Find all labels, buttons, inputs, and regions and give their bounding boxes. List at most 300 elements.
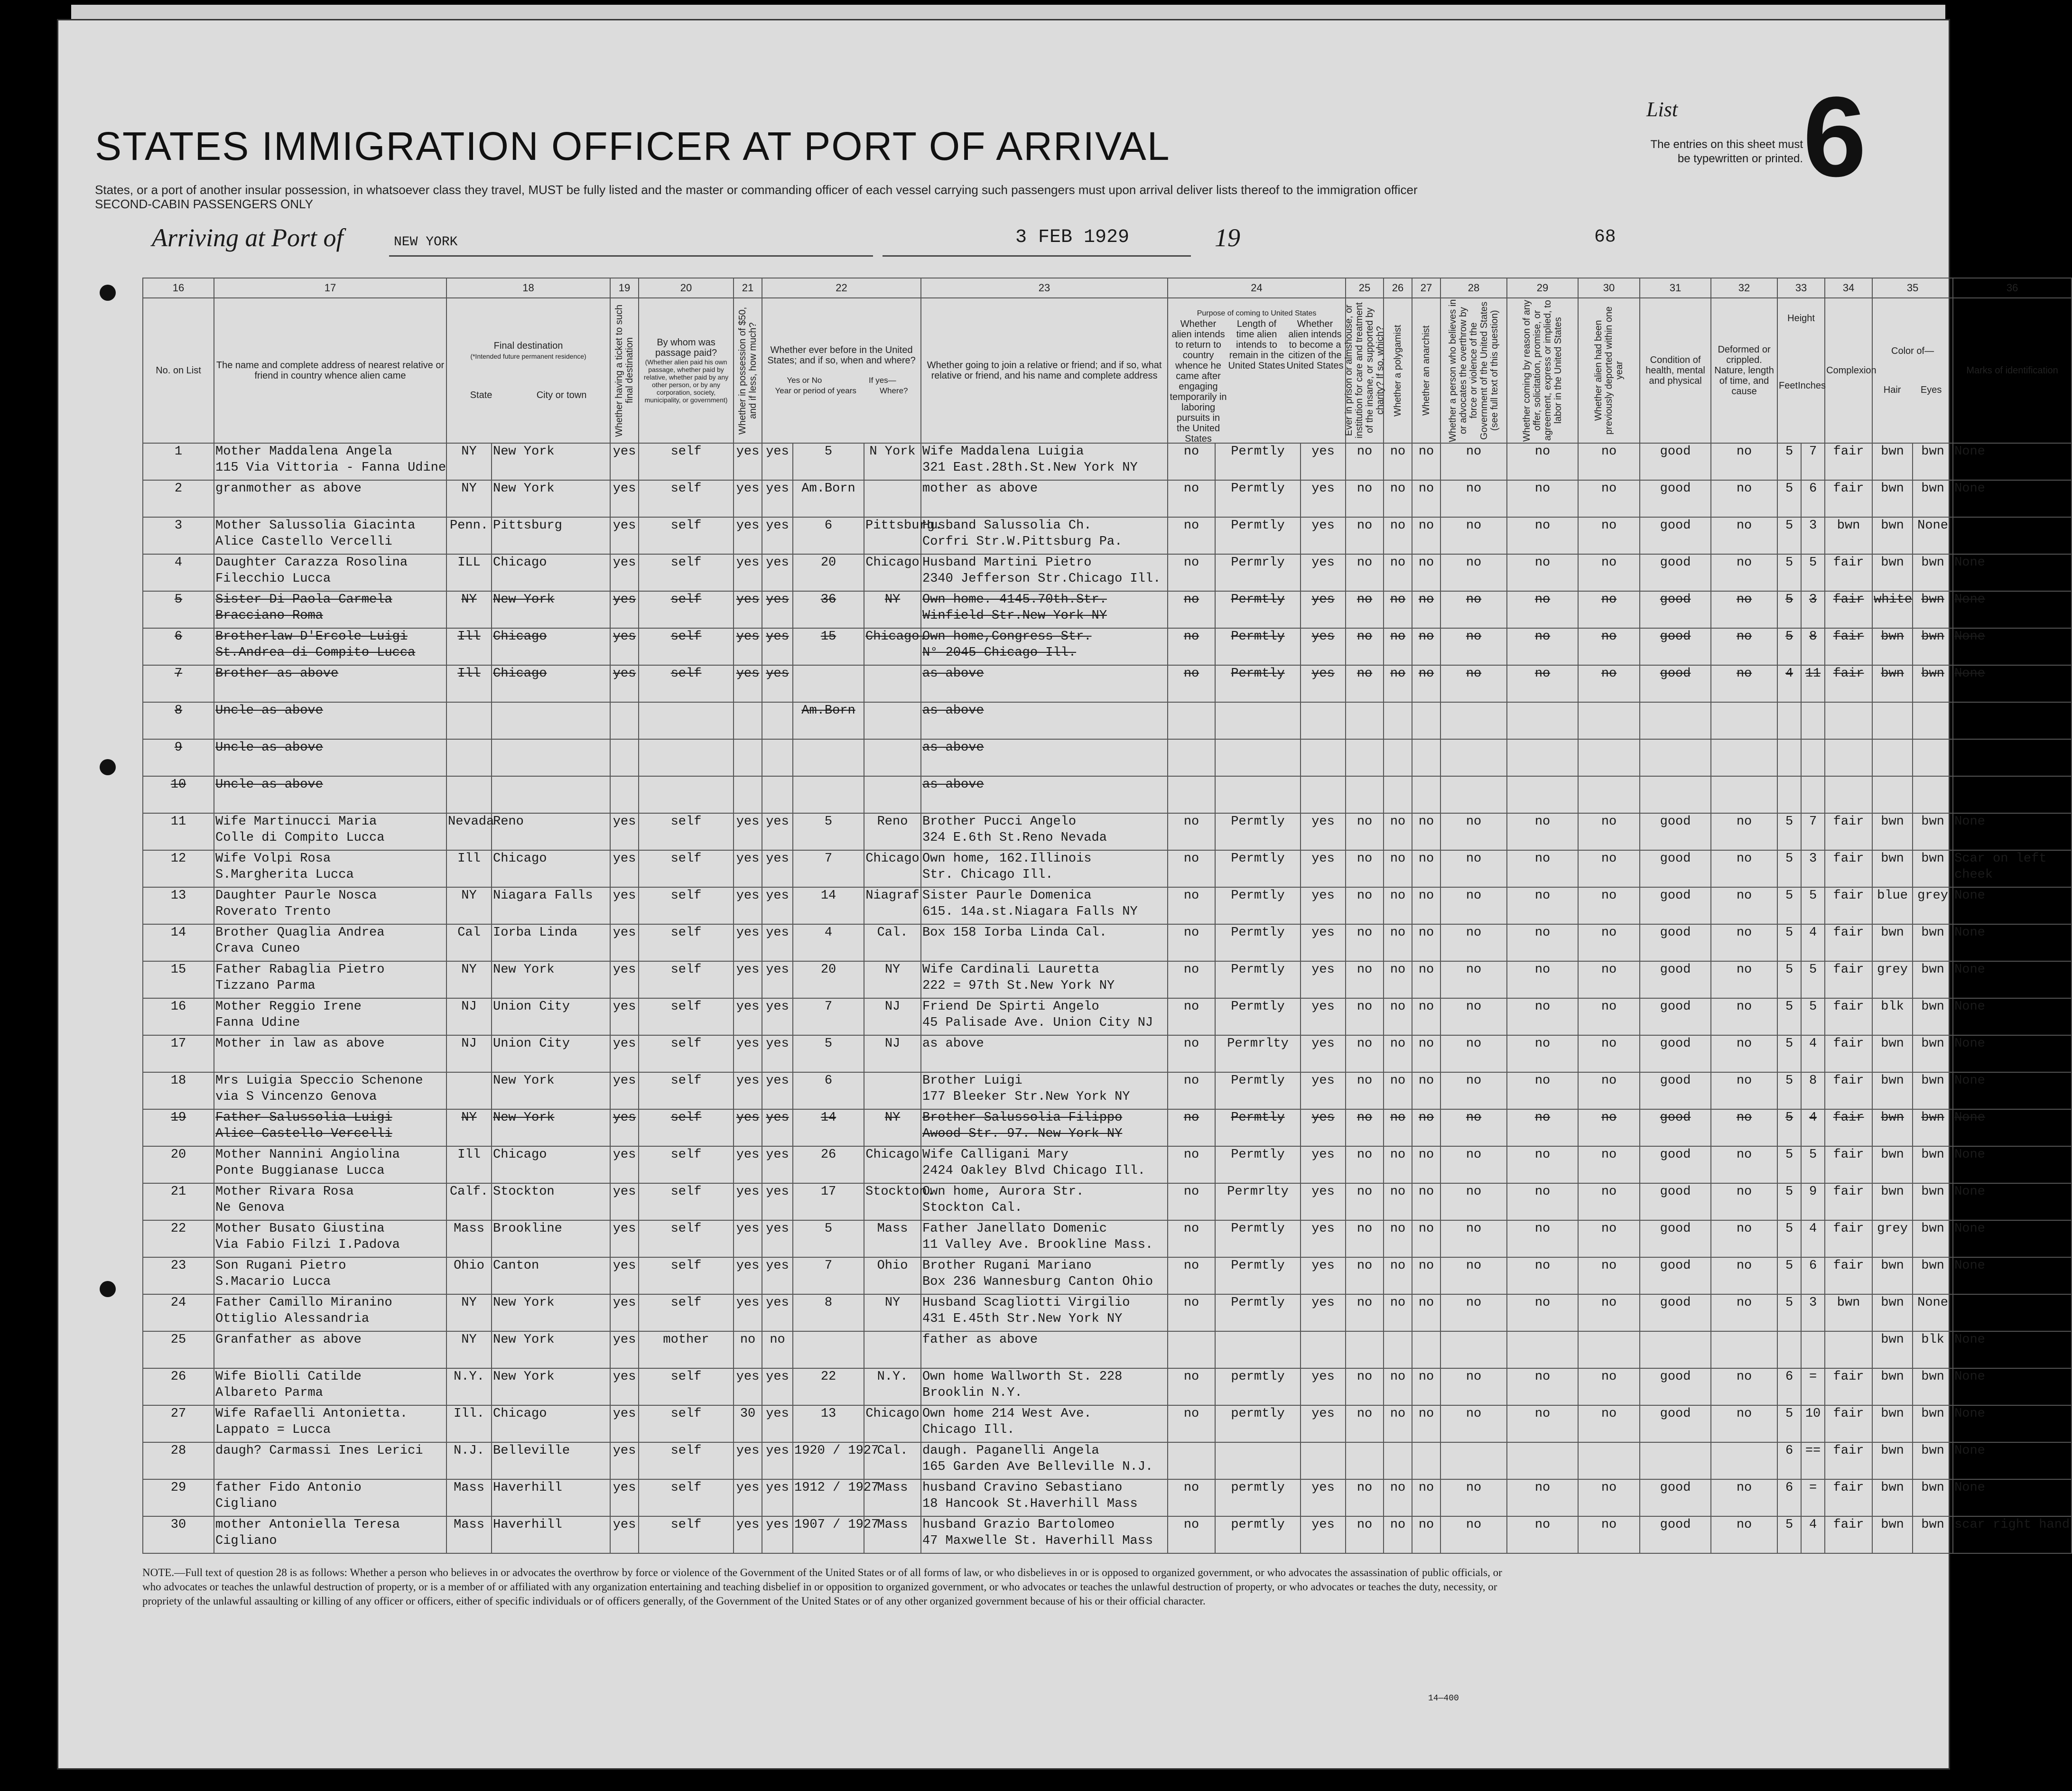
table-row	[143, 887, 2072, 924]
header-passage-title: By whom was passage paid?	[655, 337, 717, 358]
cell-inches: 3	[1801, 517, 1825, 554]
cell-p2: Permtly	[1215, 998, 1301, 1035]
cell-money: yes	[734, 665, 762, 702]
cell-money	[734, 776, 762, 813]
cell-years: 13	[793, 1405, 864, 1442]
cell-c28: no	[1440, 1109, 1507, 1146]
cell-ticket: yes	[610, 1368, 639, 1405]
cell-inches: ==	[1801, 1442, 1825, 1479]
cell-relative	[214, 1109, 446, 1146]
cell-before: yes	[762, 1183, 793, 1220]
cell-money: yes	[734, 887, 762, 924]
cell-c30: no	[1578, 591, 1640, 628]
cell-money: yes	[734, 1479, 762, 1516]
cell-p3: yes	[1301, 628, 1346, 665]
cell-no: 1	[143, 443, 214, 480]
header-marks: Marks of identification	[1953, 298, 2072, 443]
cell-c25	[1346, 702, 1384, 739]
cell-relative	[214, 480, 446, 517]
cell-c27: no	[1412, 961, 1440, 998]
cell-c29: no	[1507, 1479, 1578, 1516]
cell-before: yes	[762, 443, 793, 480]
cell-line: Alice Castello Vercelli	[215, 1127, 392, 1141]
cell-line: N° 2045 Chicago Ill.	[922, 646, 1077, 660]
header-color-title: Color of—	[1891, 346, 1934, 356]
table-row	[143, 1405, 2072, 1442]
cell-c30: no	[1578, 517, 1640, 554]
cell-years: 26	[793, 1146, 864, 1183]
cell-health	[1640, 739, 1711, 776]
cell-where: N York	[864, 443, 921, 480]
cell-line: mother as above	[922, 482, 1038, 496]
cell-line: Brother as above	[215, 667, 339, 681]
cell-no: 12	[143, 850, 214, 887]
cell-before	[762, 702, 793, 739]
cell-ticket: yes	[610, 1072, 639, 1109]
cell-before: yes	[762, 1516, 793, 1553]
column-number: 32	[1711, 278, 1777, 298]
cell-joining	[921, 1294, 1168, 1331]
cell-p2: Permrly	[1215, 554, 1301, 591]
cell-p1: no	[1168, 1405, 1215, 1442]
cell-p3: yes	[1301, 443, 1346, 480]
cell-before	[762, 739, 793, 776]
cell-eyes: bwn	[1913, 1220, 1953, 1257]
cell-no: 5	[143, 591, 214, 628]
cell-c28: no	[1440, 813, 1507, 850]
cell-feet: 5	[1777, 480, 1801, 517]
cell-complexion: fair	[1825, 1516, 1872, 1553]
cell-joining	[921, 665, 1168, 702]
cell-feet: 5	[1777, 1257, 1801, 1294]
cell-money: yes	[734, 517, 762, 554]
cell-line: daugh? Carmassi Ines Lerici	[215, 1444, 423, 1458]
header-relative: The name and complete address of nearest relative or friend in country whence alien came	[214, 298, 446, 443]
cell-complexion: fair	[1825, 1368, 1872, 1405]
cell-marks	[1953, 702, 2072, 739]
cell-hair: bwn	[1872, 1479, 1913, 1516]
cell-line: Brother Quaglia Andrea	[215, 926, 385, 940]
page-number: 68	[1594, 227, 1616, 247]
cell-marks: scar right hand	[1953, 1516, 2072, 1553]
column-number: 23	[921, 278, 1168, 298]
cell-state: Penn.	[446, 517, 492, 554]
cell-p3: yes	[1301, 1516, 1346, 1553]
cell-eyes	[1913, 739, 1953, 776]
cell-c26: no	[1384, 1479, 1412, 1516]
cell-ticket	[610, 739, 639, 776]
cell-c25: no	[1346, 517, 1384, 554]
cell-complexion: fair	[1825, 1146, 1872, 1183]
cell-eyes: bwn	[1913, 850, 1953, 887]
cell-ticket: yes	[610, 1405, 639, 1442]
cell-line: Sister Paurle Domenica	[922, 889, 1092, 903]
port-value: NEW YORK	[394, 235, 458, 250]
cell-complexion: fair	[1825, 554, 1872, 591]
cell-health: good	[1640, 961, 1711, 998]
cell-eyes: bwn	[1913, 1035, 1953, 1072]
cell-where: Chicago	[864, 554, 921, 591]
cell-before: yes	[762, 1405, 793, 1442]
cell-c28: no	[1440, 1405, 1507, 1442]
cell-c27: no	[1412, 1109, 1440, 1146]
cell-hair	[1872, 702, 1913, 739]
cell-line: Lappato = Lucca	[215, 1423, 331, 1437]
cell-state: Ill	[446, 665, 492, 702]
cell-deformed	[1711, 1442, 1777, 1479]
cell-c26: no	[1384, 1109, 1412, 1146]
cell-before: yes	[762, 1294, 793, 1331]
cell-c29: no	[1507, 1257, 1578, 1294]
cell-feet: 5	[1777, 1405, 1801, 1442]
cell-health: good	[1640, 887, 1711, 924]
cell-p2	[1215, 739, 1301, 776]
cell-relative	[214, 1220, 446, 1257]
cell-c25: no	[1346, 1220, 1384, 1257]
cell-c28: no	[1440, 591, 1507, 628]
cell-line: Alice Castello Vercelli	[215, 535, 392, 549]
cell-before: yes	[762, 887, 793, 924]
cell-deformed: no	[1711, 591, 1777, 628]
cell-c26	[1384, 1442, 1412, 1479]
cell-p3	[1301, 776, 1346, 813]
cell-money	[734, 739, 762, 776]
cell-joining	[921, 1331, 1168, 1368]
cell-inches: 11	[1801, 665, 1825, 702]
cell-paid: self	[639, 850, 734, 887]
cell-p1: no	[1168, 1220, 1215, 1257]
cell-marks: None	[1953, 1072, 2072, 1109]
cell-line: 177 Bleeker Str.New York NY	[922, 1090, 1130, 1104]
cell-joining	[921, 1183, 1168, 1220]
cell-feet: 5	[1777, 554, 1801, 591]
cell-marks: None	[1953, 924, 2072, 961]
cell-city: Stockton	[492, 1183, 610, 1220]
cell-inches: 4	[1801, 1220, 1825, 1257]
cell-c28: no	[1440, 1035, 1507, 1072]
cell-line: 222 = 97th St.New York NY	[922, 979, 1115, 993]
cell-line: Uncle as above	[215, 778, 323, 792]
cell-health	[1640, 776, 1711, 813]
cell-relative	[214, 665, 446, 702]
cell-eyes: bwn	[1913, 628, 1953, 665]
cell-marks: None	[1953, 1257, 2072, 1294]
table-row	[143, 1368, 2072, 1405]
cell-joining	[921, 628, 1168, 665]
cell-complexion: fair	[1825, 443, 1872, 480]
cell-no: 13	[143, 887, 214, 924]
manifest-table	[142, 278, 2072, 1554]
cell-inches: 3	[1801, 591, 1825, 628]
cell-inches	[1801, 776, 1825, 813]
cell-p3: yes	[1301, 1146, 1346, 1183]
cell-c29: no	[1507, 517, 1578, 554]
arriving-label: Arriving at Port of	[152, 223, 344, 252]
cell-years	[793, 1331, 864, 1368]
cell-no: 2	[143, 480, 214, 517]
cell-city: Chicago	[492, 554, 610, 591]
cell-relative	[214, 776, 446, 813]
cell-no: 21	[143, 1183, 214, 1220]
cell-joining	[921, 554, 1168, 591]
cell-complexion: fair	[1825, 1257, 1872, 1294]
header-state: State	[470, 390, 492, 400]
cell-c26: no	[1384, 1257, 1412, 1294]
cell-c28: no	[1440, 554, 1507, 591]
cell-p3: yes	[1301, 591, 1346, 628]
cell-line: Father Janellato Domenic	[922, 1222, 1107, 1236]
cell-p3: yes	[1301, 1405, 1346, 1442]
cell-hair: bwn	[1872, 1146, 1913, 1183]
cell-relative	[214, 702, 446, 739]
cell-where: Cal.	[864, 1442, 921, 1479]
cell-ticket: yes	[610, 1183, 639, 1220]
cell-no: 23	[143, 1257, 214, 1294]
cell-c26: no	[1384, 998, 1412, 1035]
cell-marks: None	[1953, 628, 2072, 665]
cell-ticket: yes	[610, 517, 639, 554]
cell-health	[1640, 702, 1711, 739]
cell-p1: no	[1168, 961, 1215, 998]
cell-ticket: yes	[610, 813, 639, 850]
cell-complexion: fair	[1825, 1479, 1872, 1516]
cell-state: Mass	[446, 1220, 492, 1257]
cell-inches: 5	[1801, 887, 1825, 924]
cell-no: 26	[143, 1368, 214, 1405]
cell-years: Am.Born	[793, 702, 864, 739]
cell-eyes: bwn	[1913, 554, 1953, 591]
cell-complexion: fair	[1825, 1183, 1872, 1220]
cell-joining	[921, 813, 1168, 850]
cell-p2: Permtly	[1215, 1257, 1301, 1294]
cell-health: good	[1640, 1035, 1711, 1072]
cell-line: Bracciano Roma	[215, 609, 323, 623]
cell-eyes: bwn	[1913, 1405, 1953, 1442]
cell-city: Canton	[492, 1257, 610, 1294]
cell-before: yes	[762, 554, 793, 591]
cell-p3	[1301, 739, 1346, 776]
cell-line: Mother Nannini Angiolina	[215, 1148, 400, 1162]
cell-line: Own home 214 West Ave.	[922, 1407, 1092, 1421]
cell-money: yes	[734, 554, 762, 591]
header-ticket: Whether having a ticket to such final destination	[610, 298, 639, 443]
cell-line: 165 Garden Ave Belleville N.J.	[922, 1460, 1153, 1474]
cell-c26	[1384, 739, 1412, 776]
cell-line: daugh. Paganelli Angela	[922, 1444, 1099, 1458]
rule	[389, 255, 873, 257]
cell-marks: None	[1953, 1220, 2072, 1257]
cell-line: Ponte Buggianase Lucca	[215, 1164, 385, 1178]
cell-money: yes	[734, 1183, 762, 1220]
cell-p2	[1215, 776, 1301, 813]
header-joining: Whether going to join a relative or friend; and if so, what relative or friend, and his name and complete address	[921, 298, 1168, 443]
cell-p1: no	[1168, 1294, 1215, 1331]
cell-paid: self	[639, 554, 734, 591]
cell-c30: no	[1578, 1405, 1640, 1442]
cell-c28: no	[1440, 517, 1507, 554]
table-row	[143, 1294, 2072, 1331]
header-deformed: Deformed or crippled. Nature, length of time, and cause	[1711, 298, 1777, 443]
cell-inches: 7	[1801, 813, 1825, 850]
cell-line: Cigliano	[215, 1497, 277, 1511]
cell-p2	[1215, 1331, 1301, 1368]
cell-paid: self	[639, 1294, 734, 1331]
cell-c28: no	[1440, 1257, 1507, 1294]
cell-relative	[214, 961, 446, 998]
cell-joining	[921, 850, 1168, 887]
cell-c28: no	[1440, 1146, 1507, 1183]
cell-hair: bwn	[1872, 850, 1913, 887]
cell-line: Stockton Cal.	[922, 1201, 1022, 1215]
cell-paid: self	[639, 1257, 734, 1294]
cell-years: 20	[793, 554, 864, 591]
cell-state: Mass	[446, 1479, 492, 1516]
cell-inches: 4	[1801, 1109, 1825, 1146]
cell-where: Chicago	[864, 1405, 921, 1442]
cell-c25: no	[1346, 1516, 1384, 1553]
cabin-class: SECOND-CABIN PASSENGERS ONLY	[95, 197, 313, 211]
cell-relative	[214, 517, 446, 554]
cell-city: New York	[492, 1109, 610, 1146]
cell-marks: None	[1953, 998, 2072, 1035]
cell-line: Wife Maddalena Luigia	[922, 445, 1084, 459]
cell-c27: no	[1412, 480, 1440, 517]
cell-city: Chicago	[492, 665, 610, 702]
cell-p2: permtly	[1215, 1479, 1301, 1516]
cell-where	[864, 480, 921, 517]
cell-ticket: yes	[610, 1220, 639, 1257]
cell-state: Cal	[446, 924, 492, 961]
cell-c30	[1578, 1331, 1640, 1368]
table-row	[143, 924, 2072, 961]
cell-feet: 5	[1777, 1072, 1801, 1109]
cell-p1	[1168, 1442, 1215, 1479]
cell-before: yes	[762, 961, 793, 998]
cell-where	[864, 1331, 921, 1368]
cell-paid: self	[639, 1220, 734, 1257]
cell-state: NJ	[446, 998, 492, 1035]
cell-c27: no	[1412, 628, 1440, 665]
cell-c29: no	[1507, 887, 1578, 924]
cell-city	[492, 702, 610, 739]
cell-c27: no	[1412, 1294, 1440, 1331]
cell-eyes: bwn	[1913, 924, 1953, 961]
cell-line: 2340 Jefferson Str.Chicago Ill.	[922, 572, 1161, 586]
cell-line: Brother Luigi	[922, 1074, 1022, 1088]
cell-hair: bwn	[1872, 1442, 1913, 1479]
cell-joining	[921, 1368, 1168, 1405]
cell-money: yes	[734, 1368, 762, 1405]
column-number: 22	[762, 278, 921, 298]
cell-eyes: bwn	[1913, 443, 1953, 480]
cell-joining	[921, 1405, 1168, 1442]
cell-p1: no	[1168, 1109, 1215, 1146]
cell-where	[864, 665, 921, 702]
cell-money: yes	[734, 1035, 762, 1072]
cell-eyes	[1913, 776, 1953, 813]
cell-years: 36	[793, 591, 864, 628]
cell-relative	[214, 554, 446, 591]
cell-c29: no	[1507, 665, 1578, 702]
cell-paid: self	[639, 1035, 734, 1072]
cell-inches: 7	[1801, 443, 1825, 480]
cell-relative	[214, 443, 446, 480]
cell-line: Ottiglio Alessandria	[215, 1312, 370, 1326]
cell-c29: no	[1507, 1294, 1578, 1331]
cell-c29: no	[1507, 628, 1578, 665]
cell-marks: None	[1953, 443, 2072, 480]
cell-c29: no	[1507, 1516, 1578, 1553]
cell-p2: Permtly	[1215, 665, 1301, 702]
cell-hair: bwn	[1872, 517, 1913, 554]
cell-c30: no	[1578, 1109, 1640, 1146]
cell-paid	[639, 702, 734, 739]
cell-line: via S Vincenzo Genova	[215, 1090, 377, 1104]
header-money: Whether in possession of $50, and if less, how much?	[734, 298, 762, 443]
cell-line: 115 Via Vittoria - Fanna Udine	[215, 461, 446, 475]
cell-line: 431 E.45th Str.New York NY	[922, 1312, 1123, 1326]
cell-relative	[214, 924, 446, 961]
cell-hair: bwn	[1872, 1072, 1913, 1109]
cell-city: Haverhill	[492, 1516, 610, 1553]
cell-c26	[1384, 776, 1412, 813]
cell-line: Ne Genova	[215, 1201, 285, 1215]
cell-line: Filecchio Lucca	[215, 572, 331, 586]
cell-joining	[921, 1109, 1168, 1146]
cell-c26: no	[1384, 443, 1412, 480]
header-where: Where?	[879, 386, 908, 395]
binding-hole	[100, 1281, 116, 1297]
cell-state: Ill	[446, 628, 492, 665]
column-number: 30	[1578, 278, 1640, 298]
cell-marks: None	[1953, 1442, 2072, 1479]
cell-money: yes	[734, 813, 762, 850]
cell-ticket: yes	[610, 554, 639, 591]
cell-c29	[1507, 739, 1578, 776]
cell-deformed: no	[1711, 443, 1777, 480]
cell-eyes: bwn	[1913, 1479, 1953, 1516]
cell-state: NY	[446, 443, 492, 480]
cell-p3: yes	[1301, 1257, 1346, 1294]
cell-city: Chicago	[492, 1146, 610, 1183]
cell-paid: self	[639, 1516, 734, 1553]
cell-p2: Permtly	[1215, 1109, 1301, 1146]
cell-inches: 9	[1801, 1183, 1825, 1220]
cell-p1: no	[1168, 1368, 1215, 1405]
cell-paid: self	[639, 480, 734, 517]
header-height	[1777, 298, 1825, 443]
cell-paid: self	[639, 665, 734, 702]
cell-feet: 6	[1777, 1479, 1801, 1516]
cell-line: Granfather as above	[215, 1333, 362, 1347]
cell-relative	[214, 1035, 446, 1072]
cell-state: Calf.	[446, 1183, 492, 1220]
cell-line: husband Grazio Bartolomeo	[922, 1518, 1115, 1532]
cell-where: NY	[864, 961, 921, 998]
cell-inches	[1801, 1331, 1825, 1368]
cell-p3: yes	[1301, 1072, 1346, 1109]
table-row	[143, 961, 2072, 998]
cell-p2: Permtly	[1215, 1294, 1301, 1331]
cell-state: NJ	[446, 1035, 492, 1072]
cell-line: Own home, 162.Illinois	[922, 852, 1092, 866]
cell-p3: yes	[1301, 1220, 1346, 1257]
cell-line: Mother Rivara Rosa	[215, 1185, 354, 1199]
cell-complexion: fair	[1825, 1109, 1872, 1146]
cell-p2: Permtly	[1215, 628, 1301, 665]
cell-line: Husband Salussolia Ch.	[922, 519, 1092, 533]
cell-city: Niagara Falls	[492, 887, 610, 924]
